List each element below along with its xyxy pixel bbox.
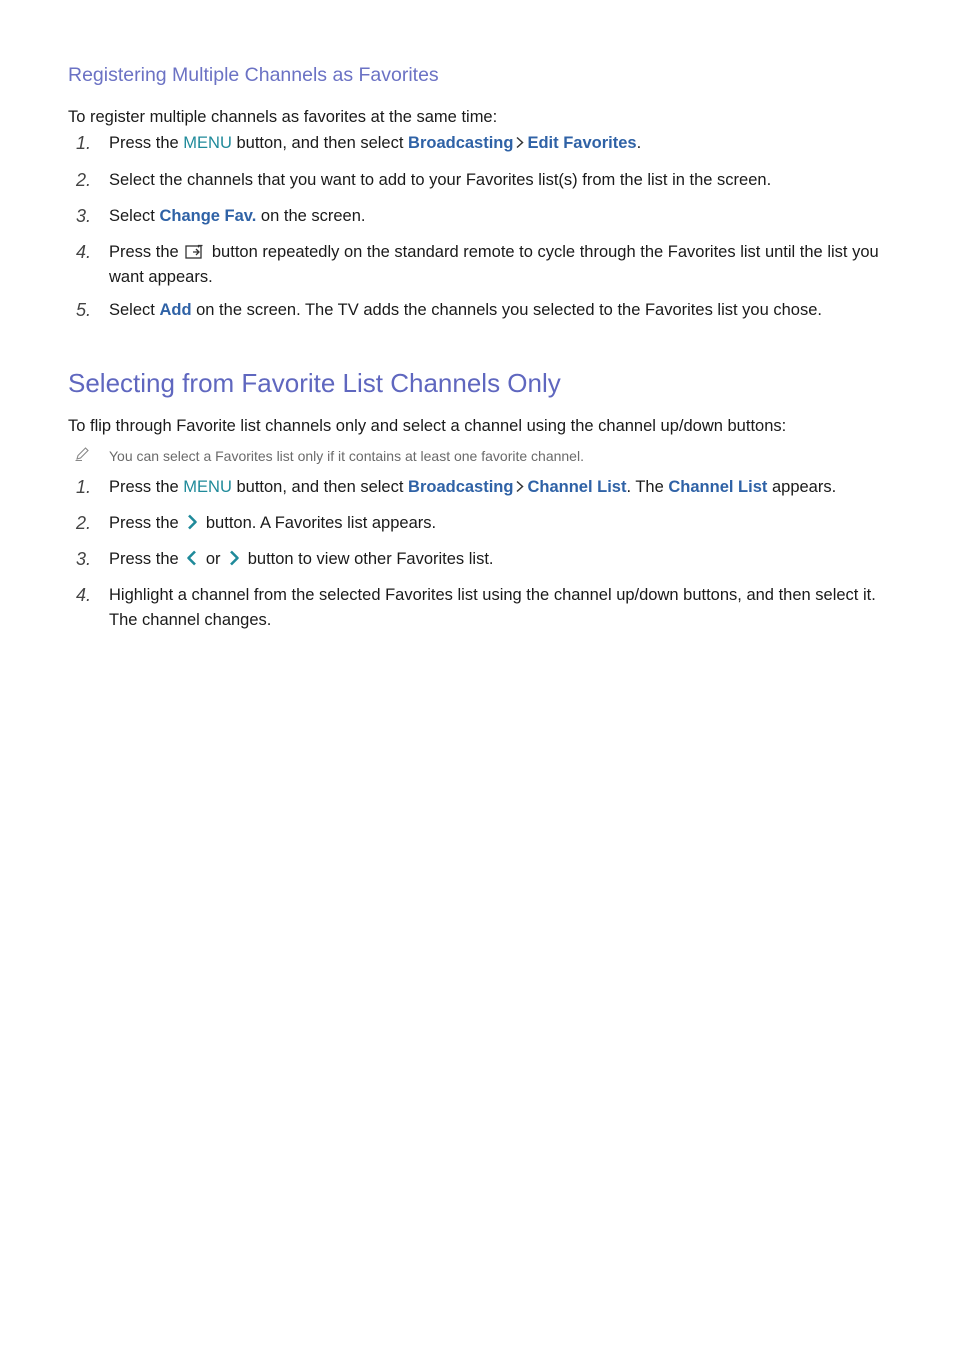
section-subheading: Registering Multiple Channels as Favorites [68, 64, 439, 86]
step-text: Press the MENU button, and then select Broadcasting Edit Favorites. [109, 134, 642, 152]
step-item [68, 547, 890, 572]
chevron-right-icon [515, 480, 525, 493]
note [68, 446, 584, 466]
right-arrow-button-icon [227, 549, 241, 567]
step-text: Highlight a channel from the selected Favorites list using the channel up/down buttons, and then select it. The channel changes. [109, 586, 876, 629]
step-text: Select Add on the screen. The TV adds the channels you selected to the Favorites list you chose. [109, 301, 822, 319]
favorite-cycle-icon [185, 244, 205, 260]
menu-keyword: MENU [183, 134, 232, 152]
add-keyword: Add [159, 301, 192, 319]
step-text: Press the button repeatedly on the standard remote to cycle through the Favorites list until the list you want appears. [109, 243, 879, 286]
section-intro: To register multiple channels as favorites at the same time: [68, 108, 498, 126]
left-arrow-button-icon [185, 549, 199, 567]
menu-keyword: MENU [183, 478, 232, 496]
step-text: Select the channels that you want to add to your Favorites list(s) from the list in the screen. [109, 171, 772, 189]
right-arrow-button-icon [185, 513, 199, 531]
step-number: 3. [76, 549, 92, 569]
section-heading: Selecting from Favorite List Channels Only [68, 368, 561, 398]
step-number: 3. [76, 206, 92, 226]
broadcasting-keyword: Broadcasting [408, 478, 514, 496]
step-item [68, 168, 890, 193]
step-number: 5. [76, 300, 92, 320]
step-number: 4. [76, 242, 92, 262]
step-item [68, 511, 890, 536]
channel-list-keyword: Channel List [668, 478, 768, 496]
edit-favorites-keyword: Edit Favorites [527, 134, 637, 152]
step-number: 2. [76, 170, 92, 190]
step-item [68, 240, 890, 289]
channel-list-keyword: Channel List [527, 478, 627, 496]
chevron-right-icon [515, 136, 525, 149]
step-number: 1. [76, 133, 92, 153]
step-item [68, 131, 890, 156]
step-text: Press the button. A Favorites list appears. [109, 514, 437, 532]
change-fav-keyword: Change Fav. [159, 207, 257, 225]
step-item [68, 204, 890, 229]
step-text: Select Change Fav. on the screen. [109, 207, 366, 225]
step-text: Press the MENU button, and then select Broadcasting Channel List. The Channel List appears. [109, 478, 837, 496]
section-intro: To flip through Favorite list channels only and select a channel using the channel up/down buttons: [68, 417, 787, 435]
note-text: You can select a Favorites list only if it contains at least one favorite channel. [109, 448, 584, 464]
pencil-note-icon [74, 446, 90, 462]
step-number: 1. [76, 477, 92, 497]
step-number: 2. [76, 513, 92, 533]
step-item [68, 298, 890, 323]
step-item [68, 583, 890, 632]
step-item [68, 475, 890, 500]
step-number: 4. [76, 585, 92, 605]
broadcasting-keyword: Broadcasting [408, 134, 514, 152]
step-text: Press the or button to view other Favorites list. [109, 550, 494, 568]
